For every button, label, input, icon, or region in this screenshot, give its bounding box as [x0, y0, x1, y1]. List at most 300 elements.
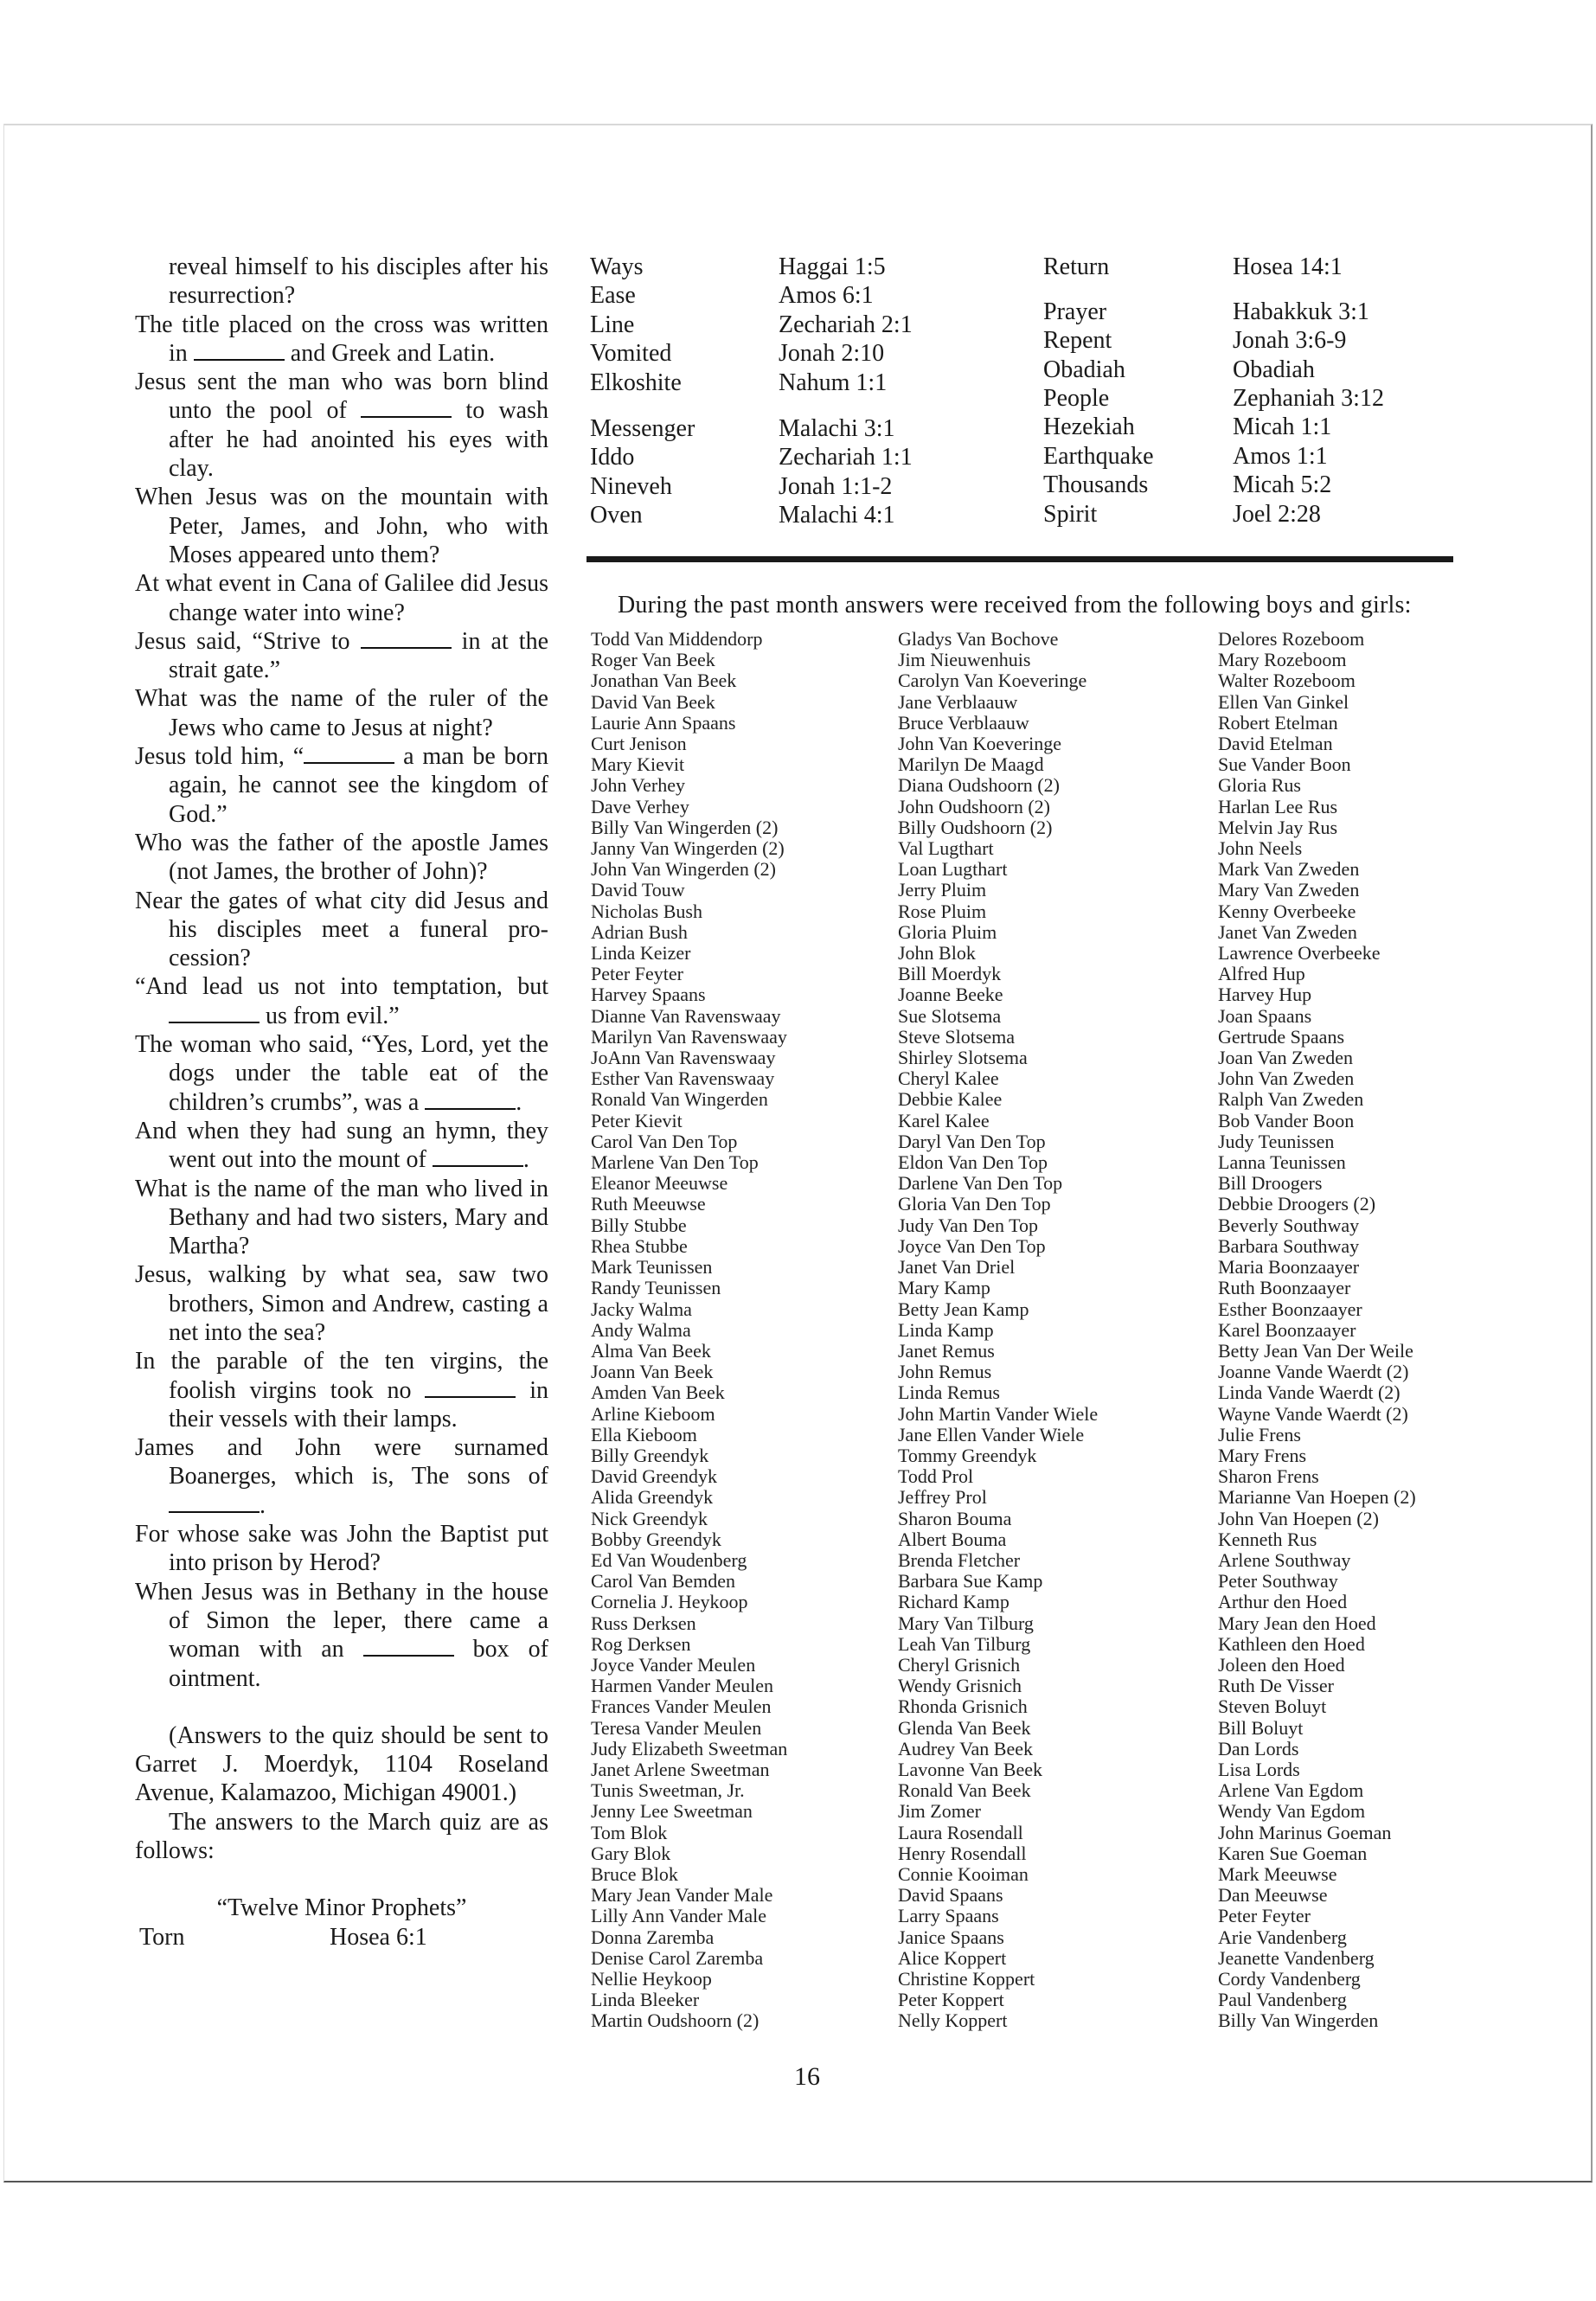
respondent-name: Mark Teunissen — [591, 1256, 713, 1279]
answer-ref: Malachi 3:1 — [779, 415, 895, 443]
respondent-name: Nicholas Bush — [591, 900, 702, 922]
quiz-question — [135, 829, 548, 887]
respondent-name: David Spaans — [898, 1884, 1003, 1907]
quiz-question — [135, 483, 548, 569]
respondent-name: Judy Elizabeth Sweetman — [591, 1737, 788, 1759]
respondent-name: Gladys Van Bochove — [898, 628, 1059, 650]
respondent-name: Lisa Lords — [1218, 1758, 1300, 1780]
quiz-question — [135, 1030, 548, 1117]
quiz-question — [135, 972, 548, 1030]
quiz-question — [135, 1117, 548, 1175]
answer-word: Earthquake — [1043, 442, 1154, 470]
respondent-name: Arlene Southway — [1218, 1548, 1351, 1571]
respondent-name: Peter Koppert — [898, 1989, 1004, 2011]
question-text: James and John were surnamed Boanerges, which is, The sons of — [135, 1434, 548, 1490]
respondent-name: Denise Carol Zaremba — [591, 1946, 764, 1969]
respondent-name: Gloria Pluim — [898, 920, 997, 943]
answer-word: Thousands — [1043, 471, 1149, 499]
respondent-name: Joyce Vander Meulen — [591, 1653, 756, 1676]
answer-word: Return — [1043, 253, 1110, 280]
answers-title: “Twelve Minor Prophets” — [216, 1894, 467, 1922]
respondent-name: Dan Lords — [1218, 1737, 1299, 1759]
respondent-name: Dan Meeuwse — [1218, 1884, 1328, 1907]
respondent-name: Karel Boonzaayer — [1218, 1318, 1356, 1341]
respondent-name: Marilyn Van Ravenswaay — [591, 1025, 787, 1048]
answer-ref: Obadiah — [1233, 356, 1315, 383]
respondent-name: Walter Rozeboom — [1218, 670, 1356, 692]
respondent-name: Carolyn Van Koeveringe — [898, 670, 1087, 692]
respondent-name: Joan Van Zweden — [1218, 1047, 1353, 1069]
question-text: Jesus, walking by what sea, saw two brothers, Simon and Andrew, casting a net into the sea? — [135, 1261, 548, 1346]
respondent-name: John Van Zweden — [1218, 1067, 1355, 1090]
answer-ref: Amos 6:1 — [779, 282, 874, 310]
respondent-name: Kenny Overbeeke — [1218, 900, 1356, 922]
question-text: When Jesus was in Bethany in the house of Simon the leper, there came a woman with an — [135, 1578, 548, 1663]
respondent-name: Mark Meeuwse — [1218, 1862, 1337, 1885]
respondent-name: Jenny Lee Sweetman — [591, 1800, 753, 1823]
respondent-name: Shirley Slotsema — [898, 1047, 1028, 1069]
respondent-name: Bobby Greendyk — [591, 1528, 721, 1550]
respondent-name: Nelly Koppert — [898, 2009, 1008, 2032]
answer-word: People — [1043, 384, 1110, 412]
answer-word: Ways — [590, 253, 644, 280]
question-text: Jesus told him, “ — [135, 743, 304, 771]
respondent-name: Joann Van Beek — [591, 1361, 714, 1383]
respondent-name: Christine Koppert — [898, 1968, 1035, 1990]
respondent-name: Linda Bleeker — [591, 1989, 700, 2011]
respondent-name: Rhonda Grisnich — [898, 1695, 1028, 1718]
respondent-name: David Touw — [591, 879, 685, 901]
question-text: . — [522, 1146, 529, 1174]
respondent-name: Teresa Vander Meulen — [591, 1716, 762, 1739]
respondent-name: Darlene Van Den Top — [898, 1172, 1063, 1195]
respondent-name: Billy Oudshoorn (2) — [898, 816, 1053, 838]
quiz-question — [135, 1175, 548, 1261]
respondent-name: Roger Van Beek — [591, 649, 715, 671]
respondent-name: Billy Greendyk — [591, 1444, 709, 1466]
answer-ref: Zechariah 1:1 — [779, 444, 913, 471]
respondent-name: Sue Vander Boon — [1218, 753, 1351, 776]
respondent-name: Peter Southway — [1218, 1570, 1338, 1593]
respondent-name: Bill Boluyt — [1218, 1716, 1304, 1739]
respondent-name: Ralph Van Zweden — [1218, 1088, 1364, 1111]
respondent-name: Ruth De Visser — [1218, 1675, 1334, 1697]
answer-word: Elkoshite — [590, 369, 682, 396]
answer-word: Spirit — [1043, 500, 1098, 528]
quiz-question — [135, 887, 548, 973]
respondent-name: Joanne Beeke — [898, 984, 1003, 1006]
respondent-name: Todd Prol — [898, 1465, 974, 1488]
respondent-name: Jeffrey Prol — [898, 1486, 987, 1509]
respondent-name: Bill Droogers — [1218, 1172, 1323, 1195]
question-text: Jesus sent the man who was born blind unto the pool of — [135, 369, 548, 425]
respondent-name: Beverly Southway — [1218, 1214, 1360, 1236]
answer-ref: Jonah 3:6-9 — [1233, 327, 1347, 355]
question-text: And when they had sung an hymn, they went out into the mount of — [135, 1117, 548, 1174]
question-text: in at the strait gate.” — [169, 627, 548, 684]
respondent-name: Esther Van Ravenswaay — [591, 1067, 775, 1090]
respondent-name: Debbie Droogers (2) — [1218, 1193, 1376, 1215]
respondent-name: Peter Feyter — [1218, 1905, 1311, 1927]
question-text: At what event in Cana of Galilee did Jesus change water into wine? — [135, 570, 548, 626]
respondent-name: Mary Kievit — [591, 753, 685, 776]
respondent-name: Maria Boonzaayer — [1218, 1256, 1360, 1279]
respondent-name: Arlene Van Egdom — [1218, 1779, 1364, 1802]
respondent-name: Karel Kalee — [898, 1109, 990, 1131]
respondent-name: Henry Rosendall — [898, 1842, 1027, 1864]
respondent-name: Larry Spaans — [898, 1905, 999, 1927]
question-text: Near the gates of what city did Jesus and his disciples meet a funeral procession? — [135, 887, 548, 972]
answer-ref: Micah 5:2 — [1233, 471, 1332, 499]
respondent-name: Delores Rozeboom — [1218, 628, 1365, 650]
respondent-name: Joleen den Hoed — [1218, 1653, 1345, 1676]
respondent-name: Peter Kievit — [591, 1109, 683, 1131]
respondent-name: Harmen Vander Meulen — [591, 1675, 773, 1697]
respondent-name: Randy Teunissen — [591, 1277, 721, 1299]
respondent-name: Martin Oudshoorn (2) — [591, 2009, 760, 2032]
respondent-name: Ruth Boonzaayer — [1218, 1277, 1351, 1299]
respondent-name: John Neels — [1218, 837, 1303, 860]
respondent-name: Nellie Heykoop — [591, 1968, 712, 1990]
answer-ref: Micah 1:1 — [1233, 413, 1332, 441]
respondent-name: Janny Van Wingerden (2) — [591, 837, 785, 860]
answer-blank — [361, 397, 452, 418]
respondent-name: Linda Vande Waerdt (2) — [1218, 1381, 1401, 1404]
respondent-name: Eleanor Meeuwse — [591, 1172, 728, 1195]
respondent-name: Gloria Rus — [1218, 774, 1301, 797]
answer-blank — [304, 743, 394, 764]
respondent-name: Jim Zomer — [898, 1800, 981, 1823]
answer-word: Iddo — [590, 444, 635, 471]
question-text: When Jesus was on the mountain with Peter, James, and John, who with Moses appeared unto them? — [135, 484, 548, 568]
answer-ref: Habakkuk 3:1 — [1233, 298, 1369, 325]
respondents-intro: During the past month answers were received from the following boys and girls: — [618, 592, 1412, 619]
respondent-name: Andy Walma — [591, 1318, 691, 1341]
respondent-name: David Etelman — [1218, 733, 1333, 755]
respondent-name: Laurie Ann Spaans — [591, 711, 736, 734]
question-text: Who was the father of the apostle James (not James, the brother of John)? — [135, 829, 548, 886]
respondent-name: Adrian Bush — [591, 920, 688, 943]
respondent-name: Harlan Lee Rus — [1218, 795, 1338, 817]
answer-word: Obadiah — [1043, 356, 1125, 383]
quiz-question — [135, 569, 548, 627]
respondent-name: John Verhey — [591, 774, 685, 797]
answer-ref: Zephaniah 3:12 — [1233, 384, 1384, 412]
answer-word: Messenger — [590, 415, 695, 443]
respondent-name: Amden Van Beek — [591, 1381, 725, 1404]
respondent-name: Bruce Verblaauw — [898, 711, 1029, 734]
section-divider — [586, 556, 1453, 562]
respondent-name: JoAnn Van Ravenswaay — [591, 1047, 776, 1069]
respondent-name: Alma Van Beek — [591, 1339, 711, 1362]
answer-word: Vomited — [590, 340, 672, 368]
respondent-name: Wendy Van Egdom — [1218, 1800, 1366, 1823]
respondent-name: Ed Van Woudenberg — [591, 1548, 747, 1571]
respondents-column — [898, 629, 1098, 2032]
respondent-name: Jeanette Vandenberg — [1218, 1946, 1375, 1969]
answer-blank — [194, 340, 285, 361]
respondent-name: Mary Frens — [1218, 1444, 1307, 1466]
respondent-name: Melvin Jay Rus — [1218, 816, 1338, 838]
respondent-name: John Marinus Goeman — [1218, 1821, 1392, 1843]
question-text: . — [260, 1491, 266, 1519]
respondent-name: Carol Van Den Top — [591, 1130, 738, 1152]
respondent-name: Mary Van Tilburg — [898, 1612, 1034, 1634]
respondent-name: Harvey Spaans — [591, 984, 706, 1006]
question-text: The title placed on the cross was written in — [135, 311, 548, 367]
quiz-question — [135, 742, 548, 829]
respondent-name: Cheryl Grisnich — [898, 1653, 1021, 1676]
respondent-name: Cheryl Kalee — [898, 1067, 999, 1090]
respondent-name: Joyce Van Den Top — [898, 1234, 1046, 1257]
respondent-name: Jane Verblaauw — [898, 690, 1018, 713]
quiz-question — [135, 1520, 548, 1578]
respondent-name: Debbie Kalee — [898, 1088, 1003, 1111]
answer-word: Prayer — [1043, 298, 1107, 325]
answer-ref: Hosea 6:1 — [330, 1923, 427, 1951]
respondent-name: Julie Frens — [1218, 1423, 1301, 1445]
question-text: in their vessels with their lamps. — [169, 1376, 548, 1433]
respondent-name: John Remus — [898, 1361, 992, 1383]
page-number: 16 — [794, 2062, 820, 2091]
first-answer-row — [135, 1923, 548, 1952]
respondent-name: Paul Vandenberg — [1218, 1989, 1347, 2011]
respondent-name: Peter Feyter — [591, 963, 683, 985]
answer-word: Torn — [139, 1923, 185, 1951]
respondent-name: Bruce Blok — [591, 1862, 678, 1885]
respondent-name: Barbara Sue Kamp — [898, 1570, 1043, 1593]
respondent-name: Laura Rosendall — [898, 1821, 1023, 1843]
respondents-column — [1218, 629, 1416, 2032]
quiz-questions — [135, 253, 548, 1693]
quiz-question — [135, 311, 548, 369]
respondent-name: Lilly Ann Vander Male — [591, 1905, 767, 1927]
respondent-name: Diana Oudshoorn (2) — [898, 774, 1060, 797]
respondent-name: Gertrude Spaans — [1218, 1025, 1345, 1048]
question-text: a man be born again, he cannot see the kingdom of God.” — [169, 743, 548, 828]
respondent-name: Ruth Meeuwse — [591, 1193, 706, 1215]
answers-intro: The answers to the March quiz are as follows: — [135, 1808, 548, 1865]
respondent-name: Betty Jean Kamp — [898, 1298, 1029, 1320]
quiz-question — [135, 368, 548, 483]
respondent-name: Russ Derksen — [591, 1612, 696, 1634]
question-text: box of ointment. — [169, 1636, 548, 1692]
respondent-name: Jacky Walma — [591, 1298, 692, 1320]
respondent-name: Gloria Van Den Top — [898, 1193, 1051, 1215]
respondents-column — [591, 629, 787, 2032]
answer-ref: Haggai 1:5 — [779, 253, 886, 280]
respondent-name: Arline Kieboom — [591, 1402, 715, 1425]
respondent-name: Linda Kamp — [898, 1318, 994, 1341]
respondent-name: David Van Beek — [591, 690, 715, 713]
respondent-name: Todd Van Middendorp — [591, 628, 763, 650]
question-text: to wash after he had anointed his eyes with clay. — [169, 397, 549, 483]
quiz-question — [135, 1578, 548, 1693]
respondent-name: Bob Vander Boon — [1218, 1109, 1355, 1131]
respondent-name: John Van Wingerden (2) — [591, 858, 776, 881]
respondent-name: Billy Van Wingerden — [1218, 2009, 1379, 2032]
answer-blank — [425, 1377, 516, 1398]
respondent-name: Val Lugthart — [898, 837, 994, 860]
respondent-name: Rose Pluim — [898, 900, 987, 922]
respondent-name: Harvey Hup — [1218, 984, 1312, 1006]
respondent-name: David Greendyk — [591, 1465, 718, 1488]
respondent-name: John Martin Vander Wiele — [898, 1402, 1099, 1425]
answer-word: Line — [590, 311, 635, 338]
respondent-name: Sharon Frens — [1218, 1465, 1319, 1488]
answer-word: Hezekiah — [1043, 413, 1135, 441]
quiz-question — [135, 1433, 548, 1520]
respondent-name: Marilyn De Maagd — [898, 753, 1044, 776]
respondent-name: Sue Slotsema — [898, 1004, 1002, 1027]
question-text: . — [516, 1088, 522, 1116]
quiz-column — [135, 253, 548, 1952]
respondent-name: Arthur den Hoed — [1218, 1591, 1348, 1613]
respondent-name: John Blok — [898, 942, 976, 965]
answer-blank — [425, 1089, 516, 1110]
respondent-name: Janice Spaans — [898, 1926, 1004, 1948]
question-text: “And lead us not into temptation, but — [135, 973, 548, 1001]
respondent-name: Kathleen den Hoed — [1218, 1632, 1365, 1655]
respondent-name: Alfred Hup — [1218, 963, 1305, 985]
respondent-name: Karen Sue Goeman — [1218, 1842, 1368, 1864]
respondent-name: Joan Spaans — [1218, 1004, 1312, 1027]
respondent-name: Janet Van Zweden — [1218, 920, 1357, 943]
respondent-name: Curt Jenison — [591, 733, 687, 755]
answer-ref: Nahum 1:1 — [779, 369, 888, 396]
respondent-name: Judy Van Den Top — [898, 1214, 1039, 1236]
quiz-question — [135, 684, 548, 742]
respondent-name: Steve Slotsema — [898, 1025, 1016, 1048]
respondent-name: Judy Teunissen — [1218, 1130, 1335, 1152]
send-answers-note: (Answers to the quiz should be sent to Garret J. Moerdyk, 1104 Roseland Avenue, Kalamazoo, Michigan 49001.) — [135, 1721, 548, 1807]
answer-word: Nineveh — [590, 472, 672, 500]
respondent-name: Wayne Vande Waerdt (2) — [1218, 1402, 1408, 1425]
respondent-name: Connie Kooiman — [898, 1862, 1029, 1885]
respondent-name: Mary Jean Vander Male — [591, 1884, 773, 1907]
respondent-name: Albert Bouma — [898, 1528, 1007, 1550]
respondent-name: Ellen Van Ginkel — [1218, 690, 1349, 713]
respondent-name: Lawrence Overbeeke — [1218, 942, 1381, 965]
question-text: For whose sake was John the Baptist put into prison by Herod? — [135, 1521, 548, 1577]
answer-ref: Amos 1:1 — [1233, 442, 1328, 470]
answer-blank — [433, 1146, 523, 1167]
respondent-name: Jerry Pluim — [898, 879, 987, 901]
question-text: What was the name of the ruler of the Jews who came to Jesus at night? — [135, 685, 548, 741]
respondent-name: Jonathan Van Beek — [591, 670, 737, 692]
respondent-name: Lanna Teunissen — [1218, 1151, 1346, 1174]
respondent-name: Linda Keizer — [591, 942, 691, 965]
respondent-name: Mary Jean den Hoed — [1218, 1612, 1376, 1634]
respondent-name: Billy Van Wingerden (2) — [591, 816, 779, 838]
respondent-name: John Oudshoorn (2) — [898, 795, 1050, 817]
answer-word: Repent — [1043, 327, 1112, 355]
respondent-name: Barbara Southway — [1218, 1234, 1360, 1257]
respondent-name: Robert Etelman — [1218, 711, 1338, 734]
respondent-name: John Van Hoepen (2) — [1218, 1507, 1379, 1529]
respondent-name: Bill Moerdyk — [898, 963, 1002, 985]
answer-ref: Jonah 2:10 — [779, 340, 885, 368]
respondent-name: Wendy Grisnich — [898, 1675, 1022, 1697]
answer-blank — [169, 1492, 260, 1513]
answer-ref: Joel 2:28 — [1233, 500, 1321, 528]
respondent-name: Lavonne Van Beek — [898, 1758, 1042, 1780]
respondent-name: Cornelia J. Heykoop — [591, 1591, 748, 1613]
answer-blank — [363, 1636, 454, 1657]
respondent-name: Alida Greendyk — [591, 1486, 714, 1509]
answer-blank — [361, 628, 452, 649]
respondent-name: Betty Jean Van Der Weile — [1218, 1339, 1413, 1362]
respondent-name: Dianne Van Ravenswaay — [591, 1004, 781, 1027]
quiz-question — [135, 1347, 548, 1433]
respondent-name: Billy Stubbe — [591, 1214, 687, 1236]
answer-word: Oven — [590, 502, 643, 529]
quiz-question — [135, 1260, 548, 1347]
respondent-name: Donna Zaremba — [591, 1926, 715, 1948]
respondent-name: Arie Vandenberg — [1218, 1926, 1347, 1948]
respondent-name: Rhea Stubbe — [591, 1234, 688, 1257]
respondent-name: John Van Koeveringe — [898, 733, 1061, 755]
respondent-name: Marianne Van Hoepen (2) — [1218, 1486, 1416, 1509]
respondent-name: Ella Kieboom — [591, 1423, 697, 1445]
respondent-name: Mary Van Zweden — [1218, 879, 1360, 901]
respondent-name: Joanne Vande Waerdt (2) — [1218, 1361, 1409, 1383]
respondent-name: Jane Ellen Vander Wiele — [898, 1423, 1085, 1445]
question-text: us from evil.” — [260, 1002, 400, 1029]
respondent-name: Esther Boonzaayer — [1218, 1298, 1362, 1320]
respondent-name: Audrey Van Beek — [898, 1737, 1033, 1759]
respondent-name: Nick Greendyk — [591, 1507, 708, 1529]
respondent-name: Ronald Van Beek — [898, 1779, 1031, 1802]
quiz-question — [135, 627, 548, 685]
respondent-name: Mark Van Zweden — [1218, 858, 1360, 881]
question-text: In the parable of the ten virgins, the foolish virgins took no — [135, 1348, 548, 1404]
respondent-name: Kenneth Rus — [1218, 1528, 1317, 1550]
answer-word: Ease — [590, 282, 636, 310]
respondent-name: Daryl Van Den Top — [898, 1130, 1046, 1152]
respondent-name: Carol Van Bemden — [591, 1570, 736, 1593]
respondent-name: Gary Blok — [591, 1842, 671, 1864]
respondent-name: Alice Koppert — [898, 1946, 1007, 1969]
answer-ref: Malachi 4:1 — [779, 502, 895, 529]
respondent-name: Brenda Fletcher — [898, 1548, 1021, 1571]
question-text: The woman who said, “Yes, Lord, yet the dogs under the table eat of the children’s crumbs”, was a — [135, 1031, 548, 1116]
respondent-name: Marlene Van Den Top — [591, 1151, 759, 1174]
respondent-name: Mary Rozeboom — [1218, 649, 1347, 671]
question-text: reveal himself to his disciples after his resurrection? — [169, 253, 548, 310]
respondent-name: Janet Van Driel — [898, 1256, 1016, 1279]
respondent-name: Janet Arlene Sweetman — [591, 1758, 770, 1780]
respondent-name: Frances Vander Meulen — [591, 1695, 772, 1718]
quiz-question — [135, 253, 548, 311]
respondent-name: Loan Lugthart — [898, 858, 1008, 881]
respondent-name: Mary Kamp — [898, 1277, 990, 1299]
respondent-name: Linda Remus — [898, 1381, 1000, 1404]
respondent-name: Janet Remus — [898, 1339, 995, 1362]
respondent-name: Eldon Van Den Top — [898, 1151, 1048, 1174]
respondent-name: Glenda Van Beek — [898, 1716, 1031, 1739]
answer-ref: Zechariah 2:1 — [779, 311, 913, 338]
respondent-name: Tunis Sweetman, Jr. — [591, 1779, 745, 1802]
respondent-name: Jim Nieuwenhuis — [898, 649, 1031, 671]
respondent-name: Leah Van Tilburg — [898, 1632, 1031, 1655]
respondent-name: Steven Boluyt — [1218, 1695, 1327, 1718]
respondent-name: Tom Blok — [591, 1821, 668, 1843]
respondent-name: Cordy Vandenberg — [1218, 1968, 1361, 1990]
question-text: Jesus said, “Strive to — [135, 627, 361, 655]
answer-blank — [169, 1003, 260, 1023]
respondent-name: Richard Kamp — [898, 1591, 1010, 1613]
